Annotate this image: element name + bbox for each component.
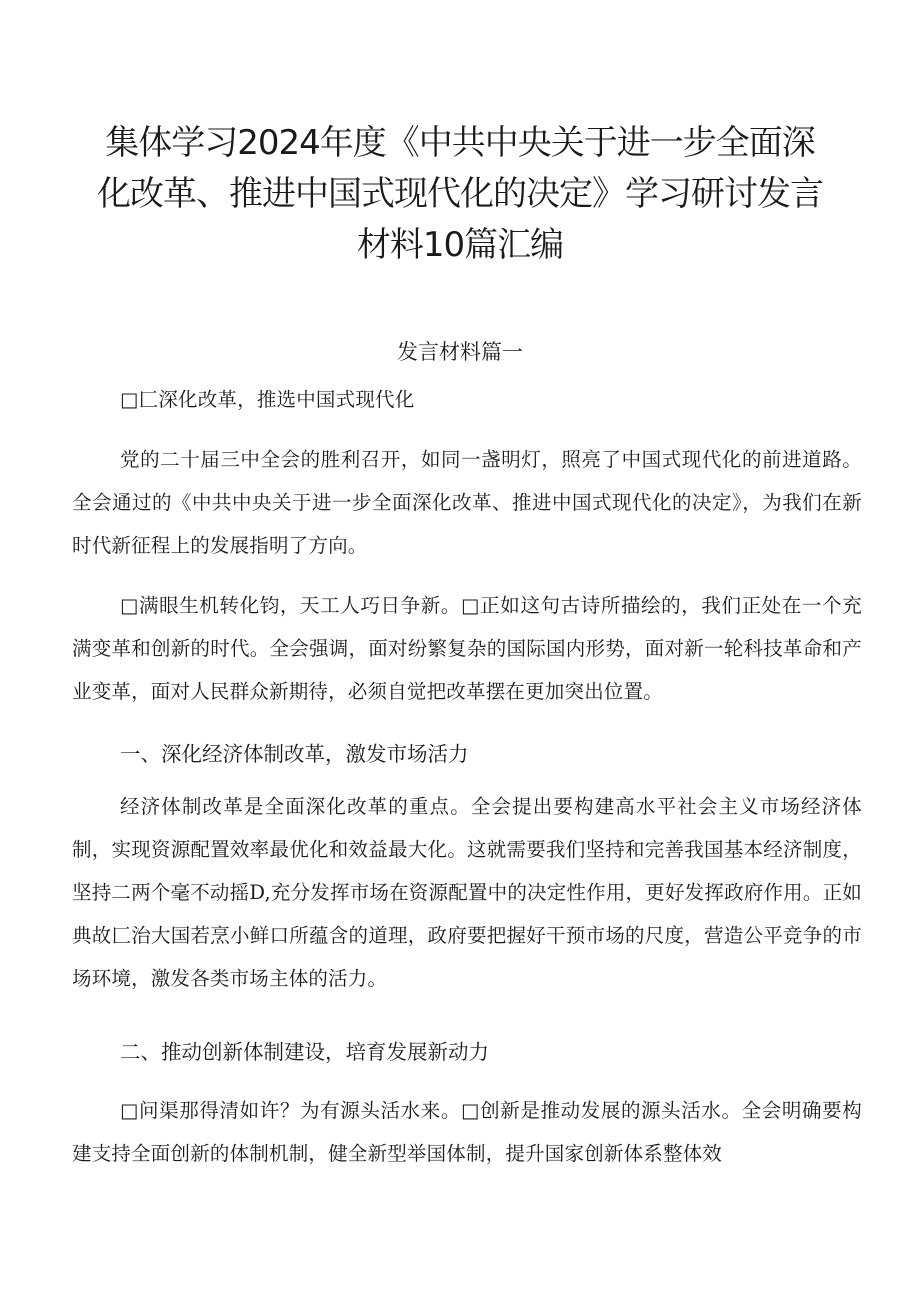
section-heading: 发言材料篇一 (397, 340, 523, 364)
subheading-innovation: 二、推动创新体制建设，培育发展新动力 (120, 1040, 489, 1064)
paragraph-intro: 党的二十届三中全会的胜利召开，如同一盏明灯，照亮了中国式现代化的前进道路。全会通过的《中共中央关于进一步全面深化改革、推进中国式现代化的决定》，为我们在新时代新征程上的发展指明了方向。 (72, 448, 862, 557)
subheading-economic-reform: 一、深化经济体制改革，激发市场活力 (120, 742, 469, 766)
paragraph-economic-reform: 经济体制改革是全面深化改革的重点。全会提出要构建高水平社会主义市场经济体制，实现资源配置效率最优化和效益最大化。这就需要我们坚持和完善我国基本经济制度，坚持二两个毫不动摇D,充分发挥市场在资源配置中的决定性作用，更好发挥政府作用。正如典故匚治大国若烹小鲜口所蕴含的道理，政府要把握好干预市场的尺度，营造公平竞争的市场环境，激发各类市场主体的活力。 (72, 795, 862, 990)
paragraph-theme: □匚深化改革，推选中国式现代化 (120, 388, 415, 411)
document-title: 集体学习2024年度《中共中央关于进一步全面深化改革、推进中国式现代化的决定》学习研讨发言材料10篇汇编 (97, 123, 823, 265)
paragraph-poem: □满眼生机转化钧，天工人巧日争新。□正如这句古诗所描绘的，我们正处在一个充满变革和创新的时代。全会强调，面对纷繁复杂的国际国内形势，面对新一轮科技革命和产业变革，面对人民群众新期待，必须自觉把改革摆在更加突出位置。 (72, 594, 862, 703)
paragraph-innovation: □问渠那得清如许？为有源头活水来。□创新是推动发展的源头活水。全会明确要构建支持全面创新的体制机制，健全新型举国体制，提升国家创新体系整体效 (72, 1099, 862, 1165)
